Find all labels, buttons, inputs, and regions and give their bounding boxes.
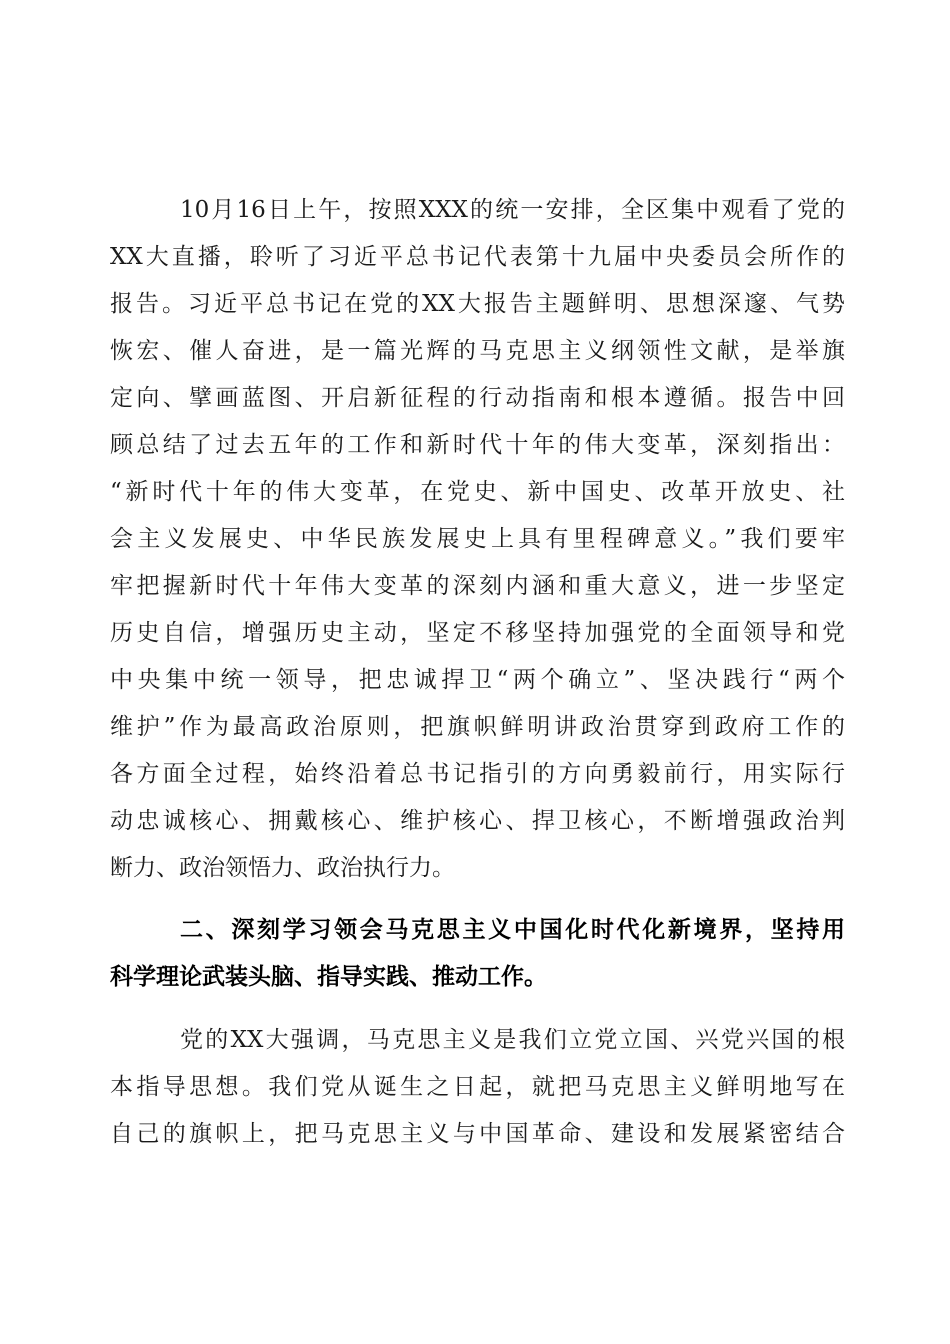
paragraph-2-line-3: 自己的旗帜上，把马克思主义与中国革命、建设和发展紧密结合 (110, 1121, 845, 1147)
paragraph-2-line-1: 党的XX大强调，马克思主义是我们立党立国、兴党兴国的根 (180, 1027, 845, 1053)
paragraph-1-line-10: 历史自信，增强历史主动，坚定不移坚持加强党的全面领导和党 (110, 620, 845, 646)
section-heading-line-2: 科学理论武装头脑、指导实践、推动工作。 (110, 963, 547, 990)
paragraph-1-line-2: XX大直播，聆听了习近平总书记代表第十九届中央委员会所作的 (110, 244, 845, 270)
paragraph-1-line-4: 恢宏、催人奋进，是一篇光辉的马克思主义纲领性文献，是举旗 (110, 338, 845, 364)
paragraph-1-line-9: 牢把握新时代十年伟大变革的深刻内涵和重大意义，进一步坚定 (110, 573, 845, 599)
paragraph-1-line-13: 各方面全过程，始终沿着总书记指引的方向勇毅前行，用实际行 (110, 761, 845, 787)
paragraph-1-line-11: 中央集中统一领导，把忠诚捍卫“两个确立”、坚决践行“两个 (110, 667, 845, 693)
paragraph-1-line-14: 动忠诚核心、拥戴核心、维护核心、捍卫核心，不断增强政治判 (110, 808, 845, 834)
paragraph-1-line-5: 定向、擘画蓝图、开启新征程的行动指南和根本遵循。报告中回 (110, 385, 845, 411)
paragraph-1-line-3: 报告。习近平总书记在党的XX大报告主题鲜明、思想深邃、气势 (110, 291, 845, 317)
paragraph-1-line-1: 10月16日上午，按照XXX的统一安排，全区集中观看了党的 (180, 197, 845, 223)
paragraph-1-line-7: “新时代十年的伟大变革，在党史、新中国史、改革开放史、社 (110, 479, 845, 505)
paragraph-2-line-2: 本指导思想。我们党从诞生之日起，就把马克思主义鲜明地写在 (110, 1074, 845, 1100)
paragraph-1-line-8: 会主义发展史、中华民族发展史上具有里程碑意义。”我们要牢 (110, 526, 845, 552)
paragraph-1-line-15: 断力、政治领悟力、政治执行力。 (110, 855, 455, 881)
paragraph-1-line-6: 顾总结了过去五年的工作和新时代十年的伟大变革，深刻指出： (110, 432, 845, 458)
paragraph-1-line-12: 维护”作为最高政治原则，把旗帜鲜明讲政治贯穿到政府工作的 (110, 714, 845, 740)
section-heading-line-1: 二、深刻学习领会马克思主义中国化时代化新境界，坚持用 (180, 916, 845, 943)
